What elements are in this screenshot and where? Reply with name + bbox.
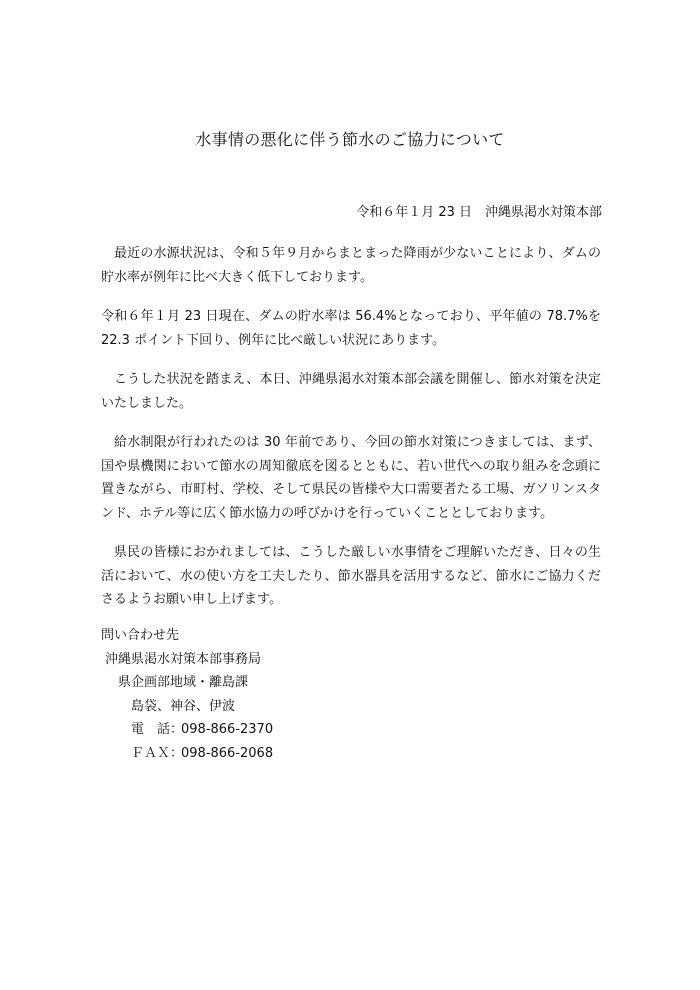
contact-department: 県企画部地域・離島課 <box>118 675 249 690</box>
contact-block <box>101 624 273 765</box>
fax-label: ＦＡＸ： <box>131 745 184 761</box>
document-title: 水事情の悪化に伴う節水のご協力について <box>195 130 505 149</box>
paragraph-headquarters-meeting: こうした状況を踏まえ、本日、沖縄県渇水対策本部会議を開催し、節水対策を決定いたしました。 <box>101 372 601 411</box>
contact-telephone <box>101 718 273 742</box>
date-and-issuer: 令和６年１月 23 日 沖縄県渇水対策本部 <box>356 205 602 220</box>
paragraph-water-saving-measures: 給水制限が行われたのは 30 年前であり、今回の節水対策につきましては、まず、国や県機関において節水の周知徹底を図るとともに、若い世代への取り組みを念頭に置きながら、市町村、学校、そして県民の皆様や大口需要者たる工場、ガソリンスタンド、ホテル等に広く節水協力の呼びかけを行っていくこととしております。 <box>101 435 601 521</box>
paragraph-request-to-residents: 県民の皆様におかれましては、こうした厳しい水事情をご理解いただき、日々の生活において、水の使い方を工夫したり、節水器具を活用するなど、節水にご協力くださるようお願い申し上げます。 <box>101 545 601 607</box>
contact-fax <box>101 742 273 766</box>
contact-organization: 沖縄県渇水対策本部事務局 <box>105 651 262 667</box>
contact-heading: 問い合わせ先 <box>101 628 180 643</box>
telephone-label: 電 話： <box>131 722 184 737</box>
paragraph-water-source-status: 最近の水源状況は、令和５年９月からまとまった降雨が少ないことにより、ダムの貯水率が例年に比べ大きく低下しております。 <box>101 246 601 285</box>
paragraph-reservoir-rate: 令和６年１月 23 日現在、ダムの貯水率は 56.4%となっており、平年値の 78.7%を 22.3 ポイント下回り、例年に比べ厳しい状況にあります。 <box>101 309 601 348</box>
telephone-number: 098-866-2370 <box>181 722 274 737</box>
fax-number: 098-866-2068 <box>181 745 274 761</box>
contact-persons: 島袋、神谷、伊波 <box>131 698 236 714</box>
